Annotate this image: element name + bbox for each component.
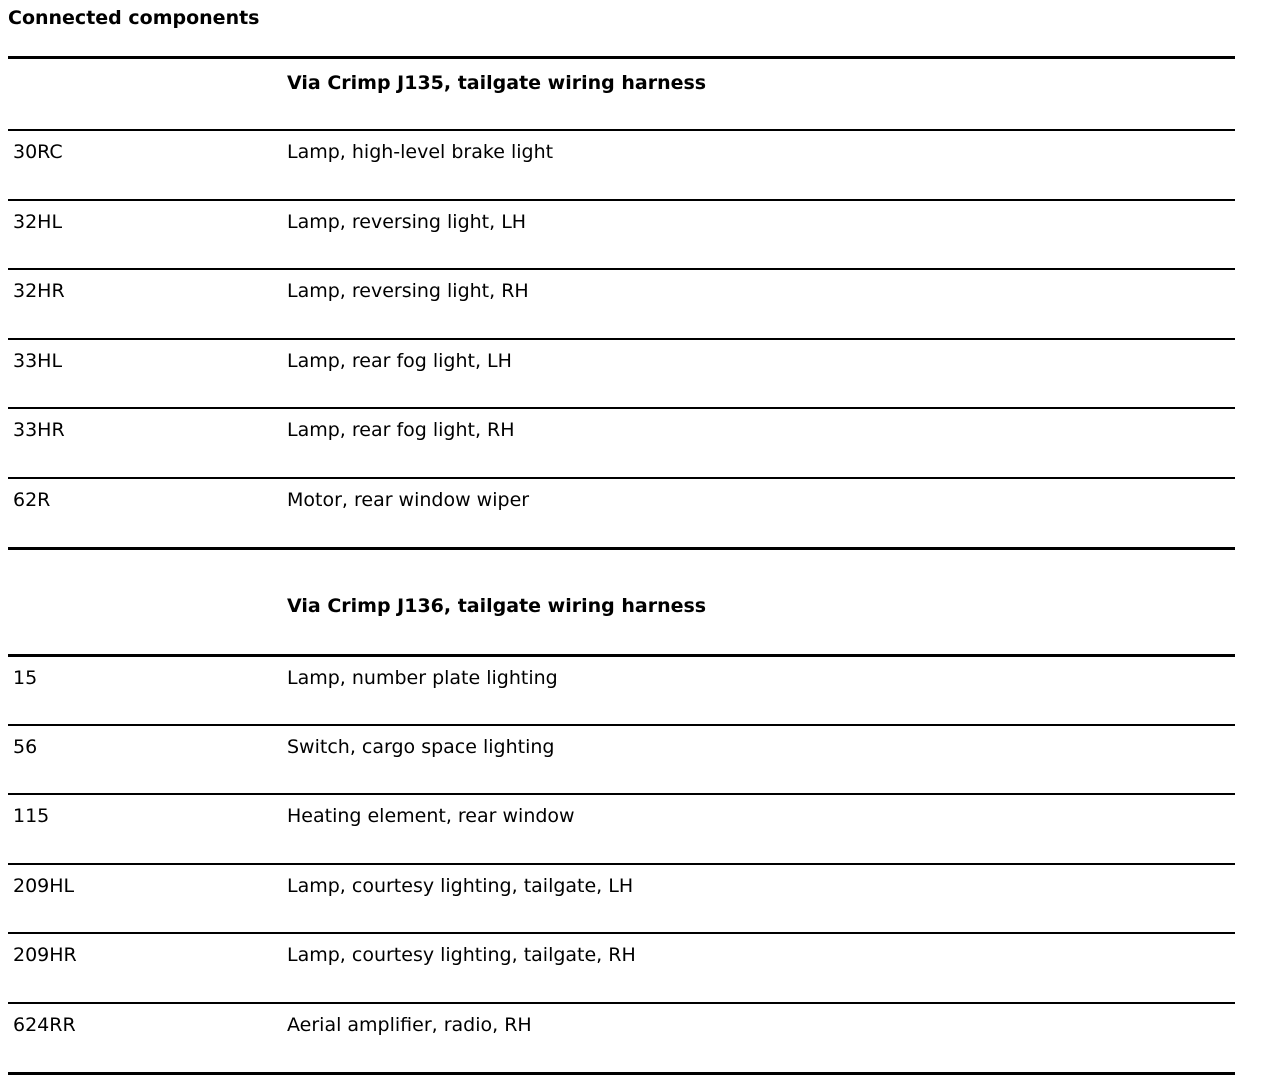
- table-row: [8, 129, 1235, 199]
- section-header: [8, 56, 1235, 129]
- component-description: Heating element, rear window: [287, 805, 575, 828]
- table-row: [8, 863, 1235, 933]
- pin-code: 32HR: [13, 280, 65, 303]
- component-description: Lamp, courtesy lighting, tailgate, RH: [287, 944, 636, 967]
- component-description: Lamp, rear fog light, RH: [287, 419, 515, 442]
- pin-code: 56: [13, 735, 38, 758]
- pin-code: 209HR: [13, 944, 77, 967]
- table-row: [8, 338, 1235, 408]
- section-header: [8, 552, 1235, 654]
- pin-code: 33HL: [13, 349, 63, 372]
- component-description: Lamp, reversing light, LH: [287, 210, 527, 233]
- table-row: [8, 724, 1235, 794]
- pin-code: 32HL: [13, 210, 63, 233]
- section-divider: [8, 1072, 1235, 1075]
- pin-code: 33HR: [13, 419, 65, 442]
- pin-code: 624RR: [13, 1013, 76, 1036]
- section-header-label: Via Crimp J136, tailgate wiring harness: [287, 595, 707, 617]
- pin-code: 209HL: [13, 874, 75, 897]
- component-description: Lamp, reversing light, RH: [287, 280, 529, 303]
- table-row: [8, 793, 1235, 863]
- pin-code: 15: [13, 667, 38, 689]
- table-row: [8, 1002, 1235, 1072]
- component-description: Switch, cargo space lighting: [287, 735, 555, 758]
- section-divider: [8, 547, 1235, 550]
- table-row: [8, 407, 1235, 477]
- section-j136: [8, 552, 1235, 1075]
- table-row: [8, 932, 1235, 1002]
- section-header-label: Via Crimp J135, tailgate wiring harness: [287, 72, 707, 94]
- page-title: Connected components: [8, 7, 260, 29]
- pin-code: 30RC: [13, 141, 63, 163]
- table-row: [8, 654, 1235, 724]
- component-description: Motor, rear window wiper: [287, 488, 530, 511]
- section-j135: [8, 56, 1235, 550]
- component-description: Lamp, rear fog light, LH: [287, 349, 512, 372]
- component-description: Lamp, number plate lighting: [287, 667, 558, 689]
- pin-code: 115: [13, 805, 50, 828]
- table-row: [8, 477, 1235, 547]
- component-description: Lamp, courtesy lighting, tailgate, LH: [287, 874, 634, 897]
- pin-code: 62R: [13, 488, 51, 511]
- component-description: Aerial amplifier, radio, RH: [287, 1013, 532, 1036]
- table-row: [8, 199, 1235, 269]
- table-row: [8, 268, 1235, 338]
- component-description: Lamp, high-level brake light: [287, 141, 554, 163]
